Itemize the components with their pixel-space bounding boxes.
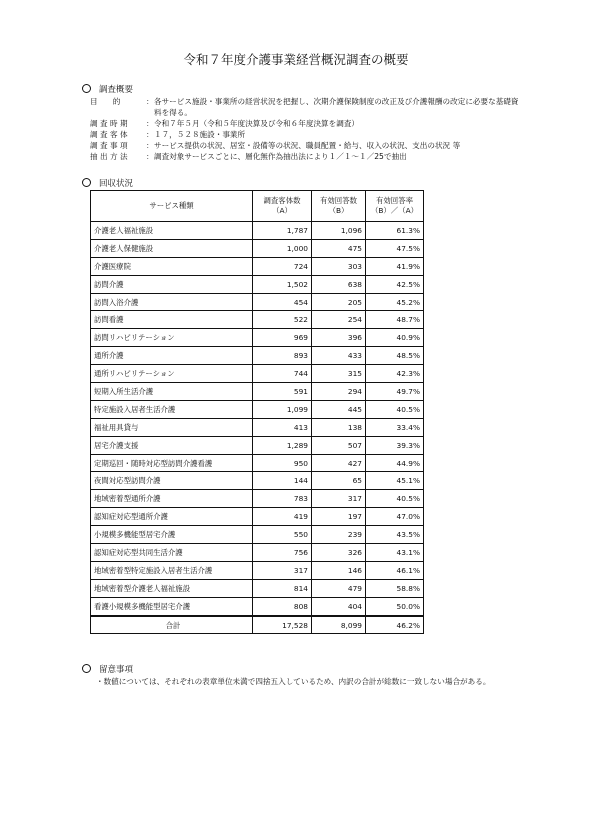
table-row: [91, 454, 424, 472]
service-name: 認知症対応型通所介護: [91, 508, 253, 526]
valid-rate: 39.3%: [366, 436, 424, 454]
table-row: [91, 329, 424, 347]
subjects-count: 522: [253, 311, 312, 329]
valid-rate: 48.5%: [366, 347, 424, 365]
service-name: 介護医療院: [91, 257, 253, 275]
info-label: 調 査 時 期: [90, 119, 128, 128]
survey-info-row: 目 的 ： 各サービス施設・事業所の経営状況を把握し、次期介護保険制度の改正及び介護報酬の改定に必要な基礎資料を得る。: [90, 96, 524, 118]
valid-count: 427: [312, 454, 366, 472]
table-row: [91, 275, 424, 293]
valid-rate: 43.5%: [366, 526, 424, 544]
total-subjects: 17,528: [253, 616, 312, 634]
valid-count: 445: [312, 400, 366, 418]
valid-rate: 47.0%: [366, 508, 424, 526]
valid-rate: 42.5%: [366, 275, 424, 293]
service-name: 訪問リハビリテーション: [91, 329, 253, 347]
subjects-count: 413: [253, 418, 312, 436]
subjects-count: 893: [253, 347, 312, 365]
service-name: 認知症対応型共同生活介護: [91, 544, 253, 562]
col-header-rate: 有効回答率 （B）／（A）: [366, 191, 424, 222]
service-name: 介護老人福祉施設: [91, 222, 253, 240]
table-row: [91, 472, 424, 490]
valid-rate: 47.5%: [366, 239, 424, 257]
service-name: 福祉用具貸与: [91, 418, 253, 436]
subjects-count: 550: [253, 526, 312, 544]
valid-rate: 45.1%: [366, 472, 424, 490]
info-label: 目 的: [90, 97, 121, 106]
table-row: [91, 561, 424, 579]
valid-count: 197: [312, 508, 366, 526]
total-valid: 8,099: [312, 616, 366, 634]
service-name: 訪問介護: [91, 275, 253, 293]
notes-section-heading: [82, 663, 133, 675]
collection-table: [90, 190, 424, 634]
collection-heading-text: 回収状況: [99, 179, 134, 189]
valid-rate: 45.2%: [366, 293, 424, 311]
valid-rate: 46.1%: [366, 561, 424, 579]
valid-rate: 40.9%: [366, 329, 424, 347]
survey-section-heading: [82, 83, 133, 95]
table-row: [91, 579, 424, 597]
table-total-row: [91, 616, 424, 634]
subjects-count: 1,000: [253, 239, 312, 257]
valid-rate: 40.5%: [366, 490, 424, 508]
subjects-count: 1,787: [253, 222, 312, 240]
table-row: [91, 347, 424, 365]
subjects-count: 591: [253, 383, 312, 401]
total-label: 合計: [91, 616, 253, 634]
col-header-service: サービス種類: [91, 191, 253, 222]
service-name: 訪問入浴介護: [91, 293, 253, 311]
subjects-count: 783: [253, 490, 312, 508]
survey-heading-text: 調査概要: [99, 85, 134, 95]
subjects-count: 950: [253, 454, 312, 472]
valid-rate: 41.9%: [366, 257, 424, 275]
table-row: [91, 597, 424, 615]
table-row: [91, 257, 424, 275]
service-name: 地域密着型通所介護: [91, 490, 253, 508]
table-row: [91, 311, 424, 329]
page-title: 令和７年度介護事業経営概況調査の概要: [183, 52, 409, 67]
valid-rate: 33.4%: [366, 418, 424, 436]
subjects-count: 756: [253, 544, 312, 562]
valid-count: 433: [312, 347, 366, 365]
info-value: 調査対象サービスごとに、層化無作為抽出法により１／１～１／25で抽出: [154, 152, 407, 161]
valid-rate: 40.5%: [366, 400, 424, 418]
col-header-valid: 有効回答数 （B）: [312, 191, 366, 222]
table-header-row: [91, 191, 424, 222]
subjects-count: 419: [253, 508, 312, 526]
service-name: 短期入所生活介護: [91, 383, 253, 401]
service-name: 看護小規模多機能型居宅介護: [91, 597, 253, 615]
valid-count: 65: [312, 472, 366, 490]
service-name: 訪問看護: [91, 311, 253, 329]
valid-count: 254: [312, 311, 366, 329]
subjects-count: 808: [253, 597, 312, 615]
survey-info-row: 抽 出 方 法 ： 調査対象サービスごとに、層化無作為抽出法により１／１～１／25で抽出: [90, 151, 524, 162]
table-row: [91, 383, 424, 401]
info-label: 調 査 事 項: [90, 141, 128, 150]
subjects-count: 454: [253, 293, 312, 311]
valid-count: 479: [312, 579, 366, 597]
survey-info-row: 調 査 事 項 ： サービス提供の状況、居室・設備等の状況、職員配置・給与、収入の状況、支出の状況 等: [90, 140, 524, 151]
survey-info-row: 調 査 客 体 ： １７，５２８施設・事業所: [90, 129, 524, 140]
valid-count: 146: [312, 561, 366, 579]
valid-rate: 50.0%: [366, 597, 424, 615]
subjects-count: 144: [253, 472, 312, 490]
valid-rate: 43.1%: [366, 544, 424, 562]
table-row: [91, 293, 424, 311]
valid-count: 315: [312, 365, 366, 383]
service-name: 定期巡回・随時対応型訪問介護看護: [91, 454, 253, 472]
valid-rate: 58.8%: [366, 579, 424, 597]
circle-bullet-icon: [82, 664, 91, 673]
valid-rate: 61.3%: [366, 222, 424, 240]
valid-count: 404: [312, 597, 366, 615]
table-row: [91, 418, 424, 436]
valid-count: 475: [312, 239, 366, 257]
info-value: １７，５２８施設・事業所: [154, 130, 246, 139]
subjects-count: 317: [253, 561, 312, 579]
circle-bullet-icon: [82, 84, 91, 93]
info-value: 各サービス施設・事業所の経営状況を把握し、次期介護保険制度の改正及び介護報酬の改定に必要な基礎資料を得る。: [154, 97, 519, 117]
valid-count: 317: [312, 490, 366, 508]
service-name: 小規模多機能型居宅介護: [91, 526, 253, 544]
valid-count: 1,096: [312, 222, 366, 240]
service-name: 特定施設入居者生活介護: [91, 400, 253, 418]
valid-count: 396: [312, 329, 366, 347]
circle-bullet-icon: [82, 178, 91, 187]
subjects-count: 1,289: [253, 436, 312, 454]
table-row: [91, 436, 424, 454]
service-name: 通所介護: [91, 347, 253, 365]
valid-count: 205: [312, 293, 366, 311]
service-name: 居宅介護支援: [91, 436, 253, 454]
table-row: [91, 508, 424, 526]
service-name: 夜間対応型訪問介護: [91, 472, 253, 490]
info-label: 調 査 客 体: [90, 130, 128, 139]
table-row: [91, 365, 424, 383]
subjects-count: 1,099: [253, 400, 312, 418]
service-name: 通所リハビリテーション: [91, 365, 253, 383]
collection-section-heading: [82, 177, 133, 189]
info-value: 令和７年５月（令和５年度決算及び令和６年度決算を調査）: [154, 119, 360, 128]
valid-rate: 48.7%: [366, 311, 424, 329]
table-row: [91, 490, 424, 508]
subjects-count: 969: [253, 329, 312, 347]
valid-rate: 44.9%: [366, 454, 424, 472]
table-row: [91, 222, 424, 240]
valid-count: 326: [312, 544, 366, 562]
valid-rate: 42.3%: [366, 365, 424, 383]
valid-count: 294: [312, 383, 366, 401]
valid-count: 303: [312, 257, 366, 275]
valid-count: 138: [312, 418, 366, 436]
service-name: 介護老人保健施設: [91, 239, 253, 257]
total-rate: 46.2%: [366, 616, 424, 634]
survey-info-row: 調 査 時 期 ： 令和７年５月（令和５年度決算及び令和６年度決算を調査）: [90, 118, 524, 129]
table-row: [91, 239, 424, 257]
subjects-count: 724: [253, 257, 312, 275]
table-row: [91, 400, 424, 418]
valid-count: 507: [312, 436, 366, 454]
notes-text: ・数値については、それぞれの表章単位未満で四捨五入しているため、内訳の合計が総数に一致しない場合がある。: [96, 677, 491, 686]
subjects-count: 1,502: [253, 275, 312, 293]
subjects-count: 814: [253, 579, 312, 597]
col-header-subjects: 調査客体数 （A）: [253, 191, 312, 222]
subjects-count: 744: [253, 365, 312, 383]
notes-heading-text: 留意事項: [99, 665, 134, 675]
valid-count: 239: [312, 526, 366, 544]
info-label: 抽 出 方 法: [90, 152, 128, 161]
info-value: サービス提供の状況、居室・設備等の状況、職員配置・給与、収入の状況、支出の状況 等: [154, 141, 461, 150]
survey-info: [90, 96, 524, 162]
valid-rate: 49.7%: [366, 383, 424, 401]
service-name: 地域密着型特定施設入居者生活介護: [91, 561, 253, 579]
valid-count: 638: [312, 275, 366, 293]
service-name: 地域密着型介護老人福祉施設: [91, 579, 253, 597]
table-row: [91, 526, 424, 544]
table-row: [91, 544, 424, 562]
